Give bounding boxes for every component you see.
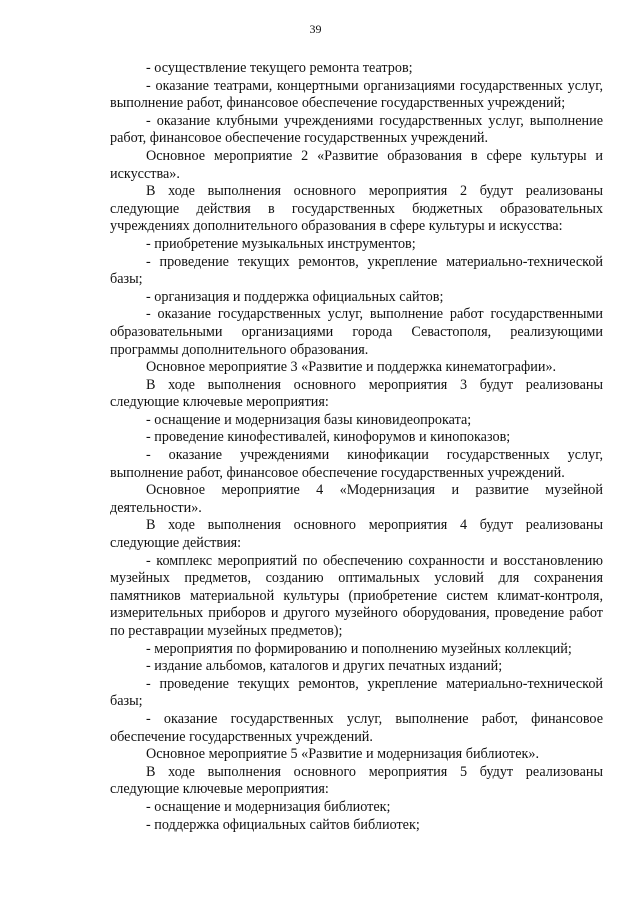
- section-heading: Основное мероприятие 4 «Модернизация и развитие музейной деятельности».: [110, 482, 603, 516]
- list-item: - проведение текущих ремонтов, укрепление материально-технической базы;: [110, 253, 603, 288]
- list-item: - приобретение музыкальных инструментов;: [146, 235, 416, 252]
- list-item: - оказание клубными учреждениями государственных услуг, выполнение работ, финансовое обеспечение государственных учреждений.: [110, 112, 603, 147]
- section-heading: Основное мероприятие 2 «Развитие образования в сфере культуры и искусства».: [110, 147, 603, 182]
- paragraph: В ходе выполнения основного мероприятия 5 будут реализованы следующие ключевые мероприятия:: [110, 763, 603, 798]
- paragraph: В ходе выполнения основного мероприятия 2 будут реализованы следующие действия в государственных бюджетных образовательных учреждениях дополнительного образования в сфере культуры и искусства:: [110, 183, 603, 235]
- list-item: - организация и поддержка официальных сайтов;: [146, 288, 444, 305]
- list-item: - издание альбомов, каталогов и других печатных изданий;: [146, 658, 503, 675]
- list-item: - оказание государственных услуг, выполнение работ, финансовое обеспечение государственных учреждений.: [110, 710, 603, 745]
- paragraph: В ходе выполнения основного мероприятия 4 будут реализованы следующие действия:: [110, 517, 603, 552]
- section-heading: Основное мероприятие 3 «Развитие и поддержка кинематографии».: [146, 359, 557, 376]
- page-number: 39: [309, 22, 322, 36]
- list-item: - проведение текущих ремонтов, укрепление материально-технической базы;: [110, 675, 603, 710]
- list-item: - оснащение и модернизация библиотек;: [146, 798, 391, 815]
- list-item: - оказание государственных услуг, выполнение работ государственными образовательными организациями города Севастополя, реализующими программы дополнительного образования.: [110, 306, 603, 358]
- list-item: - оказание театрами, концертными организациями государственных услуг, выполнение работ, финансовое обеспечение государственных учреждений;: [110, 77, 603, 112]
- section-heading: Основное мероприятие 5 «Развитие и модернизация библиотек».: [146, 746, 540, 763]
- list-item: - мероприятия по формированию и пополнению музейных коллекций;: [146, 640, 572, 657]
- list-item: - поддержка официальных сайтов библиотек;: [146, 816, 420, 833]
- list-item: - оснащение и модернизация базы киновидеопроката;: [146, 411, 472, 428]
- list-item: - проведение кинофестивалей, кинофорумов и кинопоказов;: [146, 429, 511, 446]
- list-item: - оказание учреждениями кинофикации государственных услуг, выполнение работ, финансовое обеспечение государственных учреждений.: [110, 447, 603, 481]
- list-item: - осуществление текущего ремонта театров;: [146, 60, 413, 76]
- paragraph: В ходе выполнения основного мероприятия 3 будут реализованы следующие ключевые мероприятия:: [110, 376, 603, 411]
- list-item: - комплекс мероприятий по обеспечению сохранности и восстановлению музейных предметов, созданию оптимальных условий для сохранения памятников материальной культуры (приобретение систем климат-контроля, измерительных приборов и другого музейного оборудования, проведение работ по реставрации музейных предметов);: [110, 552, 603, 639]
- document-body: [110, 60, 603, 834]
